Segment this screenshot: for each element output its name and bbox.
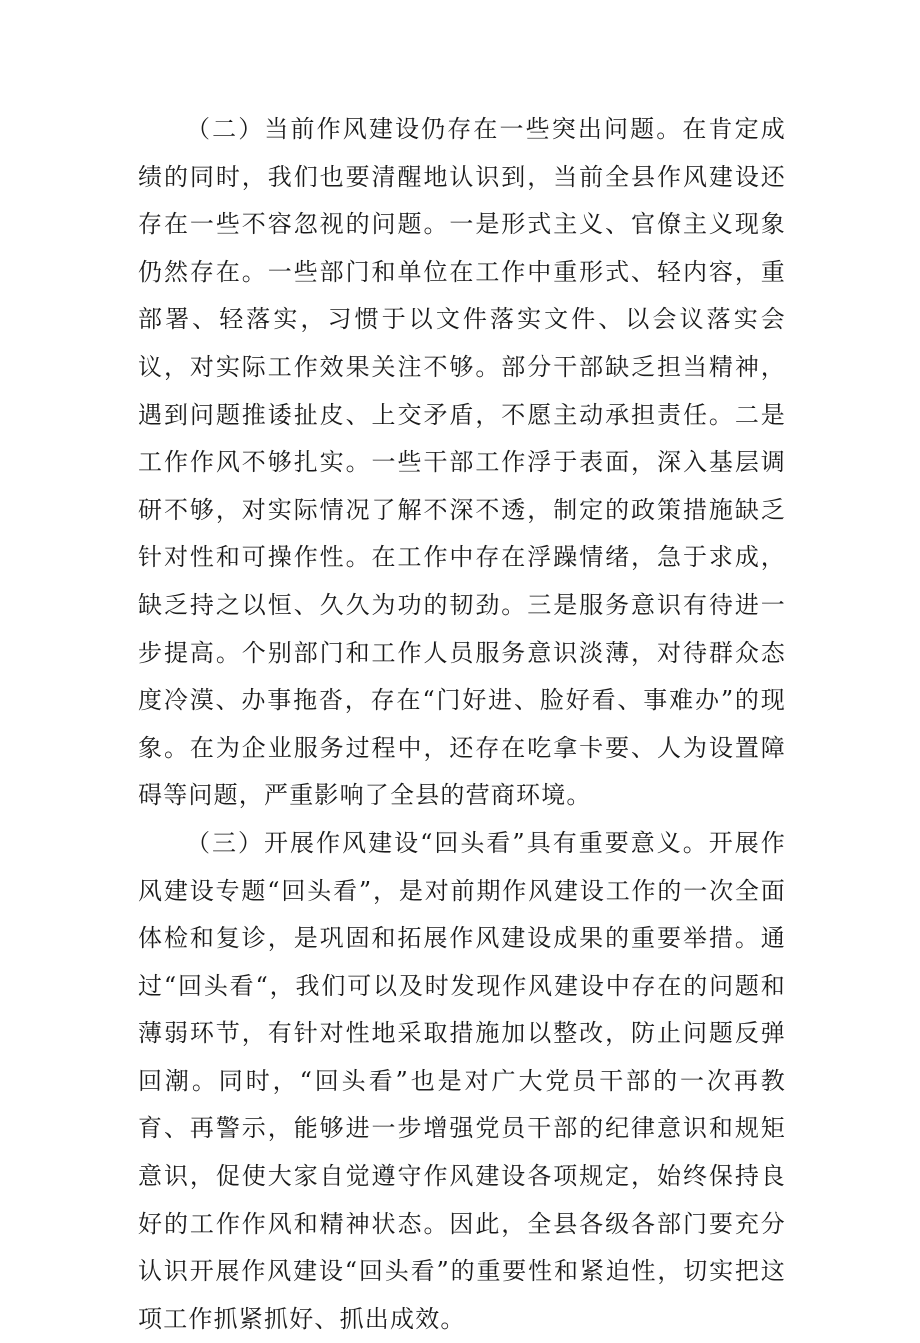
paragraph-3: （三）开展作风建设“回头看”具有重要意义。开展作风建设专题“回头看”，是对前期作风建设工作的一次全面体检和复诊，是巩固和拓展作风建设成果的重要举措。通过“回头看“，我们可以及时发现作风建设中存在的问题和薄弱环节，有针对性地采取措施加以整改，防止问题反弹回潮。同时，“回头看”也是对广大党员干部的一次再教育、再警示，能够进一步增强党员干部的纪律意识和规矩意识，促使大家自觉遵守作风建设各项规定，始终保持良好的工作作风和精神状态。因此，全县各级各部门要充分认识开展作风建设“回头看”的重要性和紧迫性，切实把这项工作抓紧抓好、抓出成效。: [138, 828, 786, 1333]
document-body: [138, 106, 786, 1343]
paragraph-2: （二）当前作风建设仍存在一些突出问题。在肯定成绩的同时，我们也要清醒地认识到，当前全县作风建设还存在一些不容忽视的问题。一是形式主义、官僚主义现象仍然存在。一些部门和单位在工作中重形式、轻内容，重部署、轻落实，习惯于以文件落实文件、以会议落实会议，对实际工作效果关注不够。部分干部缺乏担当精神，遇到问题推诿扯皮、上交矛盾，不愿主动承担责任。二是工作作风不够扎实。一些干部工作浮于表面，深入基层调研不够，对实际情况了解不深不透，制定的政策措施缺乏针对性和可操作性。在工作中存在浮躁情绪，急于求成，缺乏持之以恒、久久为功的韧劲。三是服务意识有待进一步提高。个别部门和工作人员服务意识淡薄，对待群众态度冷漠、办事拖沓，存在“门好进、脸好看、事难办”的现象。在为企业服务过程中，还存在吃拿卡要、人为设置障碍等问题，严重影响了全县的营商环境。: [138, 115, 786, 810]
